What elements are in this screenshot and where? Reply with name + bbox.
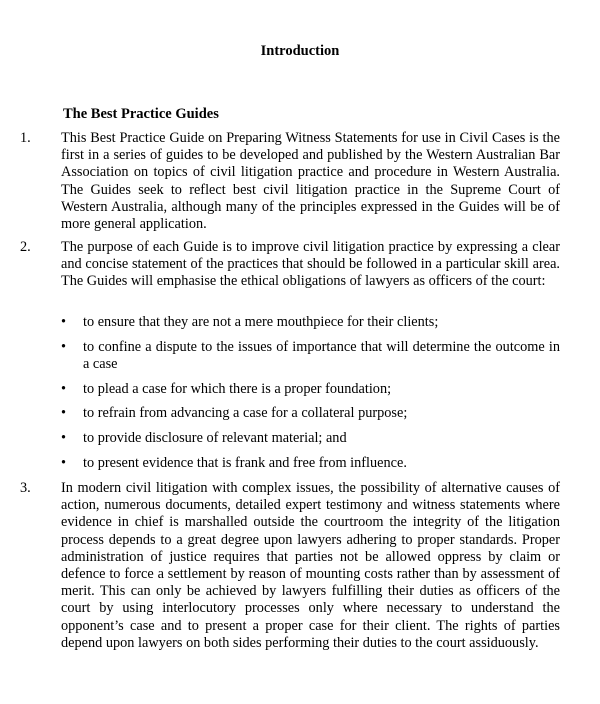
obligations-bullet-list <box>61 314 560 479</box>
list-item-text: to refrain from advancing a case for a collateral purpose; <box>83 405 408 422</box>
list-item <box>61 455 560 472</box>
list-item-text: to ensure that they are not a mere mouthpiece for their clients; <box>83 314 439 330</box>
paragraph-number: 3. <box>20 480 31 496</box>
section-heading: The Best Practice Guides <box>63 106 219 122</box>
paragraph-text: In modern civil litigation with complex issues, the possibility of alternative causes of action, numerous documents, detailed expert testimony and witness statements where evidence in chief is marshalled outside the courtroom the integrity of the litigation process depends to a great degree upon lawyers adhering to proper standards. Proper administration of justice requires that parties not be allowed oppress by claim or defence to force a settlement by reason of mounting costs rather than by assessment of merit. This can only be achieved by lawyers fulfilling their duties as officers of the court by using interlocutory processes only where necessary to understand the opponent’s case and to present a proper case for their client. The rights of parties depend upon lawyers on both sides performing their duties to the court assiduously. <box>61 480 560 651</box>
bullet-icon: • <box>61 338 67 355</box>
paragraph-text: The purpose of each Guide is to improve civil litigation practice by expressing a clear and concise statement of the practices that should be followed in a particular skill area. The Guides will emphasise the ethical obligations of lawyers as officers of the court: <box>61 239 560 290</box>
list-item <box>61 381 560 398</box>
numbered-paragraph-1 <box>20 130 560 233</box>
bullet-icon: • <box>61 314 67 330</box>
paragraph-number: 1. <box>20 130 31 146</box>
paragraph-text: This Best Practice Guide on Preparing Witness Statements for use in Civil Cases is the first in a series of guides to be developed and published by the Western Australian Bar Association on topics of civil litigation practice and procedure in Western Australia. The Guides seek to reflect best civil litigation practice in the Supreme Court of Western Australia, although many of the principles expressed in the Guides will be of more general application. <box>61 130 560 233</box>
list-item-text: to present evidence that is frank and free from influence. <box>83 454 407 471</box>
list-item-text: to plead a case for which there is a proper foundation; <box>83 380 392 397</box>
page-title: Introduction <box>260 43 340 59</box>
numbered-paragraph-2 <box>20 239 560 291</box>
bullet-icon: • <box>61 430 67 447</box>
bullet-icon: • <box>61 405 67 422</box>
list-item <box>61 405 560 422</box>
list-item <box>61 430 560 447</box>
list-item-text: to provide disclosure of relevant material; and <box>83 430 347 447</box>
bullet-icon: • <box>61 454 67 471</box>
list-item <box>61 339 560 373</box>
list-item-text: to confine a dispute to the issues of importance that will determine the outcome in a case <box>83 338 560 372</box>
bullet-icon: • <box>61 380 67 397</box>
list-item <box>61 314 560 331</box>
numbered-paragraph-3 <box>20 480 560 652</box>
paragraph-number: 2. <box>20 239 31 255</box>
